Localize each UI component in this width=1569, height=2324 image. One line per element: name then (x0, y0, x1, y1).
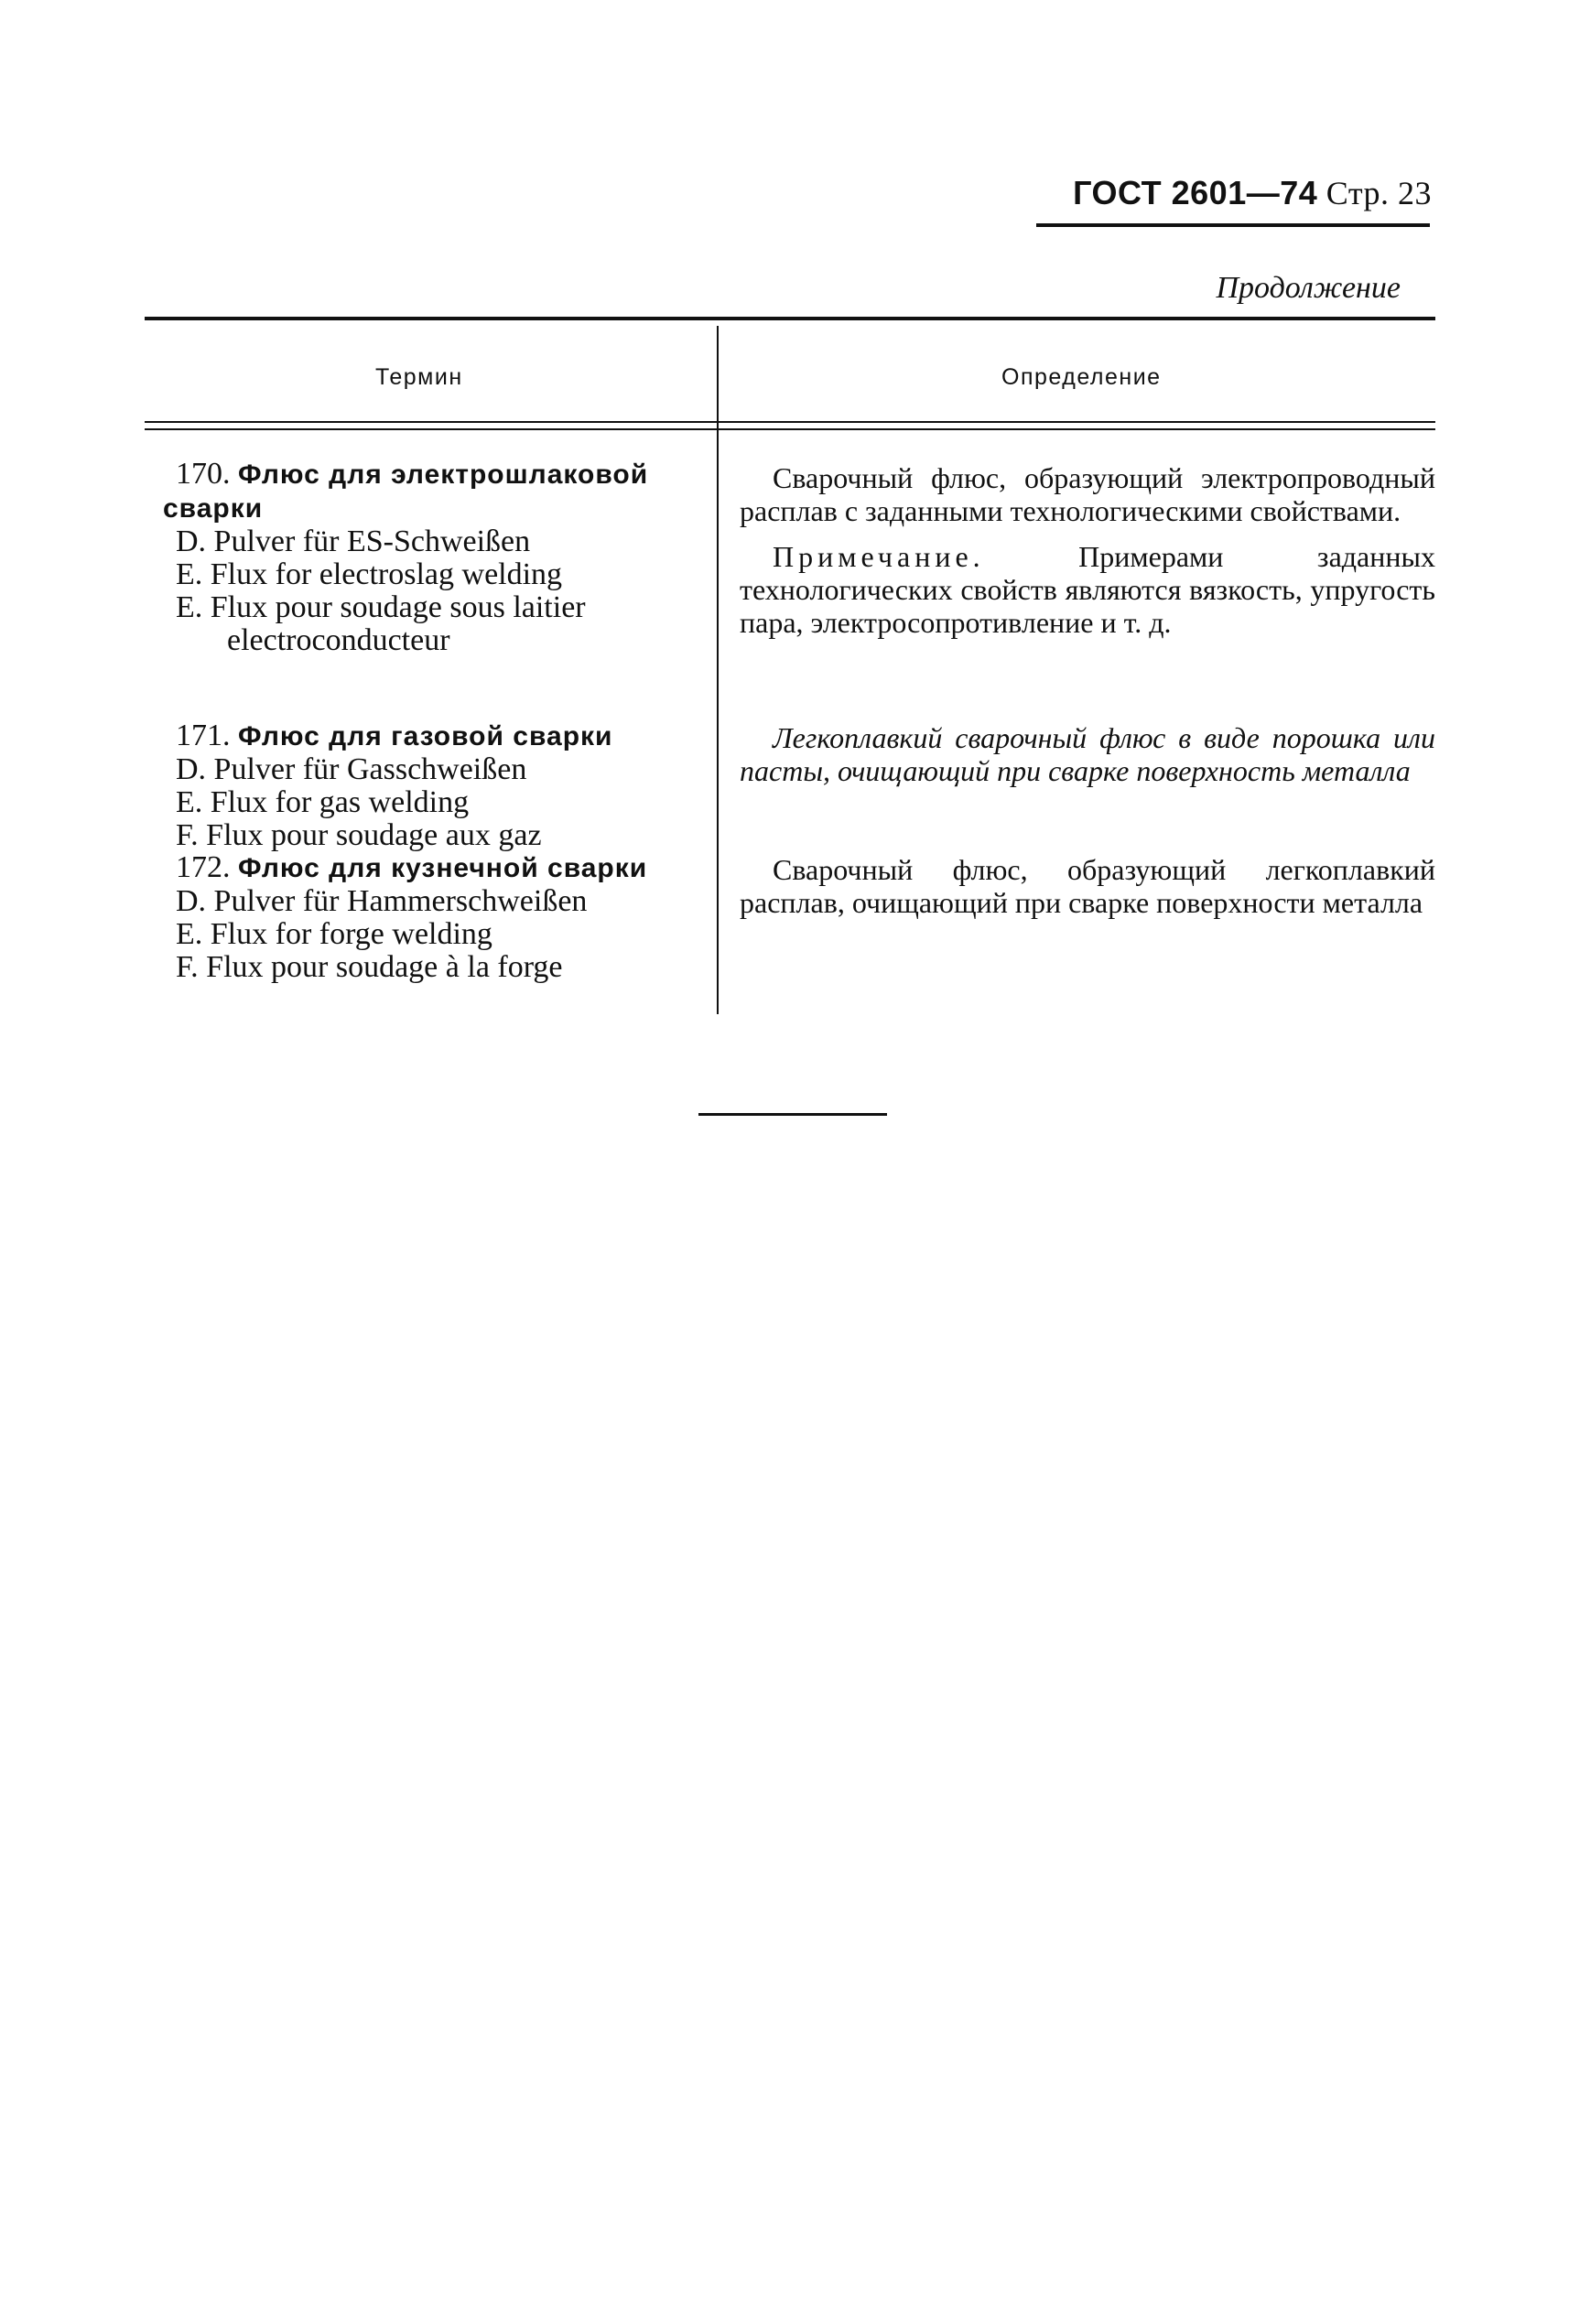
term-de: D. Pulver für Hammerschweißen (176, 884, 588, 918)
definition-text: Сварочный флюс, образующий легкоплавкий расплав, очищающий при сварке поверхности металла (740, 853, 1435, 919)
term-ru: Флюс для электрошлаковой (238, 459, 649, 490)
header-double-rule-bottom (145, 428, 1435, 430)
end-of-section-rule (698, 1113, 887, 1116)
definition-text: Легкоплавкий сварочный флюс в виде порошка или пасты, очищающий при сварке поверхность металла (740, 721, 1435, 787)
term-title (163, 458, 694, 492)
term-title (163, 719, 694, 753)
term-entry-172 (163, 851, 694, 984)
term-fr-continued: electroconducteur (227, 623, 450, 657)
page-header (1073, 174, 1432, 212)
definition-note (740, 540, 1435, 639)
term-en: E. Flux for forge welding (176, 917, 492, 951)
term-fr: F. Flux pour soudage aux gaz (176, 818, 542, 852)
term-de: D. Pulver für ES-Schweißen (176, 524, 531, 558)
definition-entry-172 (740, 853, 1435, 919)
standard-number: ГОСТ 2601—74 (1073, 174, 1318, 211)
definition-entry-171 (740, 721, 1435, 787)
page-number: Стр. 23 (1326, 175, 1432, 211)
term-title-continued: сварки (163, 493, 264, 524)
term-de: D. Pulver für Gasschweißen (176, 752, 527, 786)
term-number: 171. (176, 719, 231, 752)
continuation-label: Продолжение (1216, 271, 1401, 305)
term-ru: Флюс для газовой сварки (238, 721, 613, 751)
note-label: Примечание. (773, 540, 985, 573)
note-text: Примерами заданных технологических свойств являются вязкость, упругость пара, электросопротивление и т. д. (740, 540, 1436, 639)
term-fr: F. Flux pour soudage à la forge (176, 950, 563, 984)
term-title (163, 851, 694, 885)
column-header-definition: Определение (1001, 364, 1162, 390)
term-ru: Флюс для кузнечной сварки (238, 853, 648, 883)
term-fr: E. Flux pour soudage sous laitier (176, 590, 586, 624)
definition-entry-170 (740, 461, 1435, 639)
term-en: E. Flux for gas welding (176, 785, 470, 819)
term-entry-170 (163, 458, 694, 657)
table-top-rule (145, 317, 1435, 320)
term-entry-171 (163, 719, 694, 852)
definition-text: Сварочный флюс, образующий электропроводный расплав с заданными технологическими свойствами. (740, 461, 1435, 527)
term-number: 170. (176, 457, 231, 491)
header-rule (1036, 223, 1430, 227)
term-en: E. Flux for electroslag welding (176, 557, 563, 591)
column-header-term: Термин (375, 364, 463, 390)
term-number: 172. (176, 850, 231, 884)
header-double-rule-top (145, 421, 1435, 423)
